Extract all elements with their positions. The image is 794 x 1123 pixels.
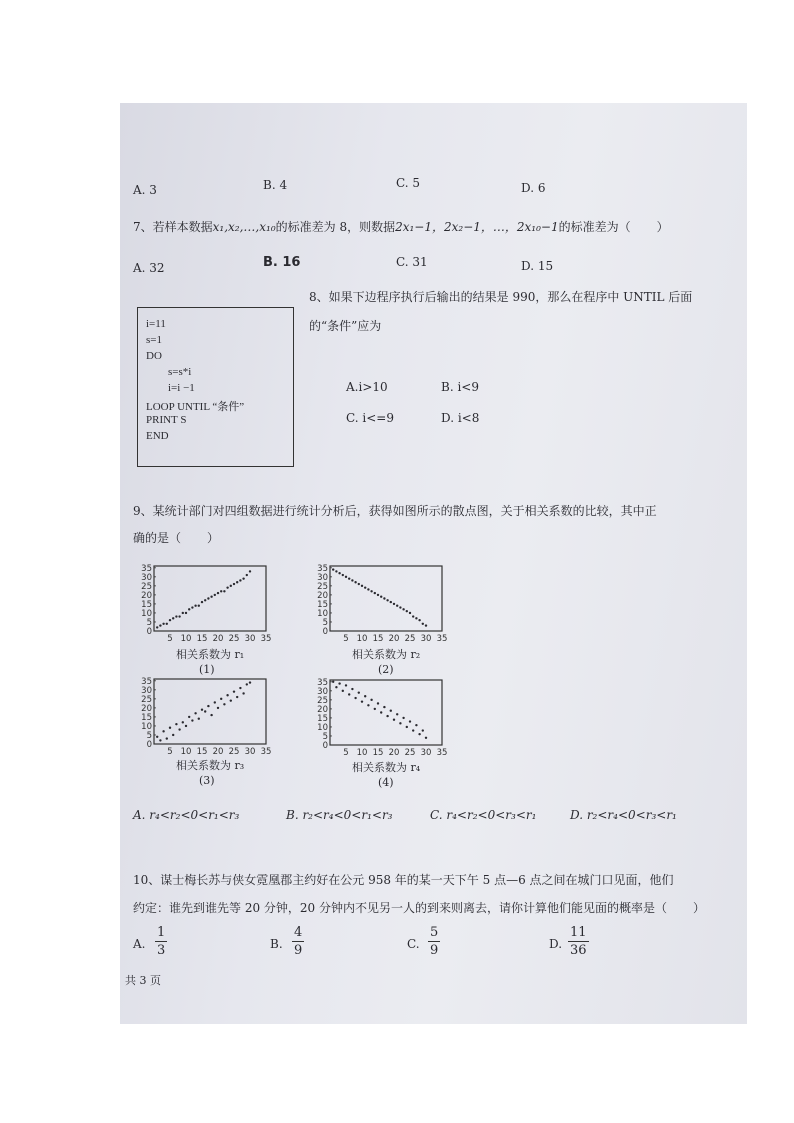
x-tick-label: 20 xyxy=(388,634,400,644)
scatter-point xyxy=(188,608,190,610)
scatter-point xyxy=(162,730,164,732)
scatter-point xyxy=(406,726,408,728)
fraction-denominator: 9 xyxy=(430,943,439,958)
q9-stem-close: ） xyxy=(207,531,220,545)
y-tick-label: 5 xyxy=(322,731,328,742)
page-footer: 共 3 页 xyxy=(125,974,161,987)
scatter-point xyxy=(383,706,385,708)
q7-option-b: B. 16 xyxy=(263,255,301,270)
scatter-point xyxy=(409,612,411,614)
y-tick-label: 20 xyxy=(141,703,152,714)
y-tick-label: 10 xyxy=(317,608,328,619)
q7-stem-close: ） xyxy=(656,220,669,234)
scatter-point xyxy=(207,705,209,707)
scatter-point xyxy=(191,606,193,608)
scatter-point xyxy=(246,683,248,685)
q10-stem-line1: 10、谋士梅长苏与侠女霓凰郡主约好在公元 958 年的某一天下午 5 点—6 点之间在城门口见面，他们 xyxy=(133,873,674,887)
plot-3-caption: 相关系数为 r₃ xyxy=(176,759,245,772)
scatter-point xyxy=(380,595,382,597)
x-tick-label: 5 xyxy=(343,748,349,758)
scatter-point xyxy=(175,615,177,617)
x-tick-label: 35 xyxy=(260,747,272,757)
q7-option-d: D. 15 xyxy=(521,259,554,273)
fraction-numerator: 11 xyxy=(570,925,587,940)
scatter-point xyxy=(188,716,190,718)
scatter-point xyxy=(361,585,363,587)
x-tick-label: 35 xyxy=(436,634,448,644)
plot-1-frame xyxy=(154,566,266,631)
scatter-point xyxy=(345,576,347,578)
scatter-point xyxy=(249,681,251,683)
scatter-point xyxy=(415,617,417,619)
code-line: DO xyxy=(146,350,162,362)
scatter-point xyxy=(246,574,248,576)
x-tick-label: 20 xyxy=(388,748,400,758)
scatter-point xyxy=(367,704,369,706)
q10-option-d-fraction xyxy=(568,925,589,958)
y-tick-label: 0 xyxy=(146,740,152,750)
plot-4-frame xyxy=(330,680,442,745)
scatter-point xyxy=(380,711,382,713)
scatter-point xyxy=(338,572,340,574)
scatter-point xyxy=(348,693,350,695)
y-tick-label: 0 xyxy=(322,741,328,751)
scatter-point xyxy=(412,615,414,617)
y-tick-label: 20 xyxy=(317,590,328,601)
code-line: s=s*i xyxy=(168,366,192,378)
x-tick-label: 10 xyxy=(356,748,368,758)
scatter-point xyxy=(185,725,187,727)
scatter-point xyxy=(201,708,203,710)
x-tick-label: 10 xyxy=(180,634,192,644)
q10-option-b-letter: B. xyxy=(270,937,283,951)
scatter-point xyxy=(178,615,180,617)
y-tick-label: 15 xyxy=(141,599,152,610)
fraction-denominator: 9 xyxy=(294,943,303,958)
scatter-point xyxy=(335,686,337,688)
y-tick-label: 25 xyxy=(317,695,328,706)
y-tick-label: 10 xyxy=(141,721,152,732)
scatter-point xyxy=(194,712,196,714)
scatter-point xyxy=(198,718,200,720)
y-tick-label: 25 xyxy=(317,581,328,592)
plot-1-label: (1) xyxy=(199,663,215,676)
code-line: LOOP UNTIL “条件” xyxy=(146,401,245,413)
y-tick-label: 15 xyxy=(317,599,328,610)
code-line: i=i −1 xyxy=(168,382,195,394)
scatter-point xyxy=(399,606,401,608)
q8-option-d: D. i<8 xyxy=(441,411,480,425)
scatter-point xyxy=(348,577,350,579)
scatter-point xyxy=(377,702,379,704)
plot-4-label: (4) xyxy=(378,776,394,789)
scatter-point xyxy=(233,690,235,692)
q7-option-c: C. 31 xyxy=(396,255,428,269)
scatter-point xyxy=(204,599,206,601)
y-tick-label: 20 xyxy=(141,590,152,601)
scatter-point xyxy=(354,581,356,583)
scatter-point xyxy=(156,736,158,738)
x-tick-label: 15 xyxy=(372,634,384,644)
scatter-point xyxy=(370,699,372,701)
q6-option-d: D. 6 xyxy=(521,181,546,195)
scatter-point xyxy=(358,691,360,693)
q10-option-c-fraction xyxy=(428,925,440,958)
scatter-point xyxy=(239,579,241,581)
scatter-point xyxy=(204,710,206,712)
x-tick-label: 20 xyxy=(212,747,224,757)
scatter-point xyxy=(178,728,180,730)
scatter-point xyxy=(169,619,171,621)
x-tick-label: 5 xyxy=(343,634,349,644)
x-tick-label: 25 xyxy=(228,747,240,757)
scatter-point xyxy=(159,739,161,741)
scatter-point xyxy=(214,701,216,703)
scatter-point xyxy=(230,585,232,587)
scatter-point xyxy=(345,684,347,686)
q7-option-a: A. 32 xyxy=(133,261,165,275)
y-tick-label: 5 xyxy=(322,617,328,628)
code-line: s=1 xyxy=(146,334,162,346)
q7-vars: x₁,x₂,…,x₁₀ xyxy=(212,220,276,234)
q10-stem-text: 约定：谁先到谁先等 20 分钟，20 分钟内不见另一人的到来则离去，请你计算他们能见面的概率是（ xyxy=(133,901,667,915)
y-tick-label: 5 xyxy=(146,617,152,628)
fraction-denominator: 3 xyxy=(157,943,166,958)
scatter-point xyxy=(338,682,340,684)
q9-option-c: C. r₄<r₂<0<r₃<r₁ xyxy=(430,808,537,822)
scatter-point xyxy=(351,579,353,581)
q7-transformed: 2x₁−1，2x₂−1，…，2x₁₀−1 xyxy=(395,220,559,234)
scatter-point xyxy=(418,619,420,621)
scatter-point xyxy=(358,583,360,585)
y-tick-label: 25 xyxy=(141,694,152,705)
scatter-point xyxy=(402,608,404,610)
x-tick-label: 5 xyxy=(167,634,173,644)
plot-2-label: (2) xyxy=(378,663,394,676)
scatter-point xyxy=(425,624,427,626)
scatter-point xyxy=(172,617,174,619)
scatter-point xyxy=(217,592,219,594)
x-tick-label: 15 xyxy=(196,634,208,644)
scatter-point xyxy=(374,708,376,710)
scatter-point xyxy=(223,590,225,592)
q10-stem-line2 xyxy=(133,902,705,914)
scatter-point xyxy=(390,709,392,711)
q9-option-b: B. r₂<r₄<0<r₁<r₃ xyxy=(286,808,393,822)
scatter-point xyxy=(166,737,168,739)
scatter-point xyxy=(236,696,238,698)
x-tick-label: 30 xyxy=(420,634,432,644)
q10-option-a-fraction xyxy=(155,925,167,958)
scatter-point xyxy=(351,688,353,690)
scatter-point xyxy=(377,594,379,596)
q7-stem-a: 7、若样本数据 xyxy=(133,220,213,234)
scatter-point xyxy=(210,595,212,597)
scatter-point xyxy=(217,707,219,709)
y-tick-label: 30 xyxy=(317,686,328,697)
scatter-point xyxy=(386,599,388,601)
x-tick-label: 30 xyxy=(244,747,256,757)
scatter-point xyxy=(332,568,334,570)
scatter-point xyxy=(210,714,212,716)
scatter-point xyxy=(182,612,184,614)
q8-option-b: B. i<9 xyxy=(441,380,479,394)
x-tick-label: 25 xyxy=(404,634,416,644)
scatter-point xyxy=(418,733,420,735)
plot-3-label: (3) xyxy=(199,774,215,787)
scatter-point xyxy=(370,590,372,592)
y-tick-label: 25 xyxy=(141,581,152,592)
x-tick-label: 35 xyxy=(260,634,272,644)
y-tick-label: 30 xyxy=(141,572,152,583)
scatter-point xyxy=(364,695,366,697)
code-line: END xyxy=(146,430,169,442)
scatter-point xyxy=(194,605,196,607)
scatter-point xyxy=(361,700,363,702)
scatter-point xyxy=(159,624,161,626)
scatter-point xyxy=(412,729,414,731)
x-tick-label: 25 xyxy=(404,748,416,758)
x-tick-label: 10 xyxy=(356,634,368,644)
scatter-point xyxy=(396,713,398,715)
scatter-point xyxy=(406,610,408,612)
plot-4-caption: 相关系数为 r₄ xyxy=(352,761,421,774)
q8-stem-line2: 的“条件”应为 xyxy=(309,319,382,333)
scatter-point xyxy=(393,603,395,605)
q9-option-d: D. r₂<r₄<0<r₃<r₁ xyxy=(570,808,677,822)
fraction-numerator: 1 xyxy=(157,925,166,940)
scatter-point xyxy=(242,577,244,579)
q10-option-a-letter: A. xyxy=(133,937,146,951)
fraction-numerator: 4 xyxy=(294,925,303,940)
scatter-point xyxy=(236,581,238,583)
x-tick-label: 25 xyxy=(228,634,240,644)
scatter-point xyxy=(223,703,225,705)
scatter-point xyxy=(396,605,398,607)
q9-stem-text: 确的是（ xyxy=(133,531,182,545)
scatter-point xyxy=(166,623,168,625)
q10-option-b-fraction xyxy=(292,925,304,958)
scatter-point xyxy=(342,690,344,692)
code-line: i=11 xyxy=(146,318,166,330)
y-tick-label: 0 xyxy=(322,627,328,637)
q7-stem-b: 的标准差为 8，则数据 xyxy=(275,220,396,234)
scatter-point xyxy=(226,694,228,696)
scatter-point xyxy=(230,699,232,701)
plot-1-caption: 相关系数为 r₁ xyxy=(176,648,245,661)
scatter-point xyxy=(207,597,209,599)
q8-option-c: C. i<=9 xyxy=(346,411,394,425)
scatter-point xyxy=(342,574,344,576)
x-tick-label: 15 xyxy=(372,748,384,758)
q6-option-a: A. 3 xyxy=(133,183,157,197)
scatter-point xyxy=(214,594,216,596)
fraction-numerator: 5 xyxy=(430,925,439,940)
scatter-point xyxy=(239,687,241,689)
plot-3-frame xyxy=(154,679,266,744)
y-tick-label: 35 xyxy=(317,677,328,688)
y-tick-label: 0 xyxy=(146,627,152,637)
x-tick-label: 30 xyxy=(420,748,432,758)
x-tick-label: 5 xyxy=(167,747,173,757)
y-tick-label: 30 xyxy=(317,572,328,583)
y-tick-label: 35 xyxy=(141,676,152,687)
scatter-point xyxy=(383,597,385,599)
q8-option-a: A.i>10 xyxy=(346,380,388,394)
q10-option-c-letter: C. xyxy=(407,937,420,951)
scatter-point xyxy=(172,734,174,736)
scatter-point xyxy=(201,601,203,603)
q6-option-c: C. 5 xyxy=(396,176,421,190)
q9-option-a: A. r₄<r₂<0<r₁<r₃ xyxy=(133,808,240,822)
scatter-point xyxy=(182,721,184,723)
x-tick-label: 20 xyxy=(212,634,224,644)
scatter-point xyxy=(364,586,366,588)
y-tick-label: 35 xyxy=(317,563,328,574)
q10-stem-close: ） xyxy=(693,901,706,915)
y-tick-label: 10 xyxy=(317,722,328,733)
scatter-point xyxy=(393,719,395,721)
plot-2-caption: 相关系数为 r₂ xyxy=(352,648,421,661)
scatter-point xyxy=(198,605,200,607)
scatter-point xyxy=(354,697,356,699)
scatter-point xyxy=(335,570,337,572)
scatter-point xyxy=(191,719,193,721)
scatter-point xyxy=(332,681,334,683)
y-tick-label: 15 xyxy=(317,713,328,724)
scatter-point xyxy=(233,583,235,585)
q7-stem-c: 的标准差为（ xyxy=(558,220,631,234)
q6-option-b: B. 4 xyxy=(263,178,288,192)
y-tick-label: 15 xyxy=(141,712,152,723)
scatter-point xyxy=(399,722,401,724)
scatter-point xyxy=(422,623,424,625)
y-tick-label: 20 xyxy=(317,704,328,715)
plot-2-frame xyxy=(330,566,442,631)
scatter-point xyxy=(409,720,411,722)
q8-stem-line1: 8、如果下边程序执行后输出的结果是 990，那么在程序中 UNTIL 后面 xyxy=(309,290,693,304)
x-tick-label: 10 xyxy=(180,747,192,757)
y-tick-label: 10 xyxy=(141,608,152,619)
scatter-point xyxy=(242,692,244,694)
x-tick-label: 15 xyxy=(196,747,208,757)
scatter-point xyxy=(162,623,164,625)
scatter-point xyxy=(175,723,177,725)
scatter-point xyxy=(402,717,404,719)
scatter-point xyxy=(422,729,424,731)
scatter-point xyxy=(169,727,171,729)
scatter-point xyxy=(415,724,417,726)
scatter-point xyxy=(226,586,228,588)
q10-option-d-letter: D. xyxy=(549,937,563,951)
scatter-point xyxy=(367,588,369,590)
scatter-point xyxy=(386,715,388,717)
y-tick-label: 5 xyxy=(146,730,152,741)
x-tick-label: 30 xyxy=(244,634,256,644)
scatter-point xyxy=(390,601,392,603)
x-tick-label: 35 xyxy=(436,748,448,758)
y-tick-label: 35 xyxy=(141,563,152,574)
q9-stem-line1: 9、某统计部门对四组数据进行统计分析后，获得如图所示的散点图，关于相关系数的比较，其中正 xyxy=(133,504,657,518)
y-tick-label: 30 xyxy=(141,685,152,696)
scatter-point xyxy=(249,570,251,572)
scatter-point xyxy=(374,592,376,594)
scatter-point xyxy=(220,698,222,700)
scatter-point xyxy=(220,590,222,592)
scatter-point xyxy=(156,626,158,628)
fraction-denominator: 36 xyxy=(570,943,587,958)
scatter-point xyxy=(185,612,187,614)
code-line: PRINT S xyxy=(146,414,187,426)
scatter-point xyxy=(425,737,427,739)
